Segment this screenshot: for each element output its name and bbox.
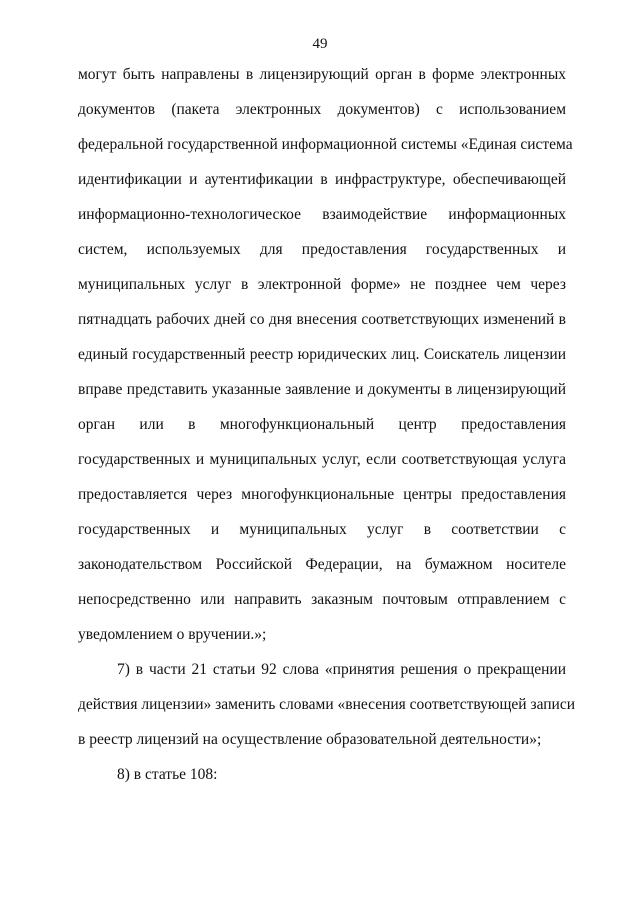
list-item-8: 8) в статье 108:	[117, 766, 218, 783]
text-line: законодательством Российской Федерации, на бумажном носителе	[78, 556, 566, 573]
text-line: действия лицензии» заменить словами «внесения соответствующей записи	[78, 696, 576, 713]
text-line: орган или в многофункциональный центр предоставления	[78, 416, 566, 433]
text-line: предоставляется через многофункциональные центры предоставления	[78, 486, 566, 503]
text-line: федеральной государственной информационной системы «Единая система	[78, 136, 573, 153]
text-line: систем, используемых для предоставления государственных и	[78, 241, 566, 258]
page-number: 49	[312, 36, 328, 52]
text-line: государственных и муниципальных услуг, если соответствующая услуга	[78, 451, 566, 468]
text-line: муниципальных услуг в электронной форме» не позднее чем через	[78, 276, 566, 293]
text-line: информационно-технологическое взаимодействие информационных	[78, 206, 566, 223]
list-item-7-first-line: 7) в части 21 статьи 92 слова «принятия решения о прекращении	[117, 661, 566, 678]
text-line: непосредственно или направить заказным почтовым отправлением с	[78, 591, 566, 608]
text-line: государственных и муниципальных услуг в соответствии с	[78, 521, 566, 538]
text-line: пятнадцать рабочих дней со дня внесения соответствующих изменений в	[78, 311, 566, 328]
text-line: документов (пакета электронных документов) с использованием	[78, 101, 566, 118]
text-line: могут быть направлены в лицензирующий орган в форме электронных	[78, 66, 566, 83]
paragraph-end-line: в реестр лицензий на осуществление образовательной деятельности»;	[78, 731, 542, 748]
paragraph-end-line: уведомлением о вручении.»;	[78, 626, 267, 643]
text-line: идентификации и аутентификации в инфраструктуре, обеспечивающей	[78, 171, 566, 188]
text-line: единый государственный реестр юридических лиц. Соискатель лицензии	[78, 346, 566, 363]
text-line: вправе представить указанные заявление и документы в лицензирующий	[78, 381, 566, 398]
